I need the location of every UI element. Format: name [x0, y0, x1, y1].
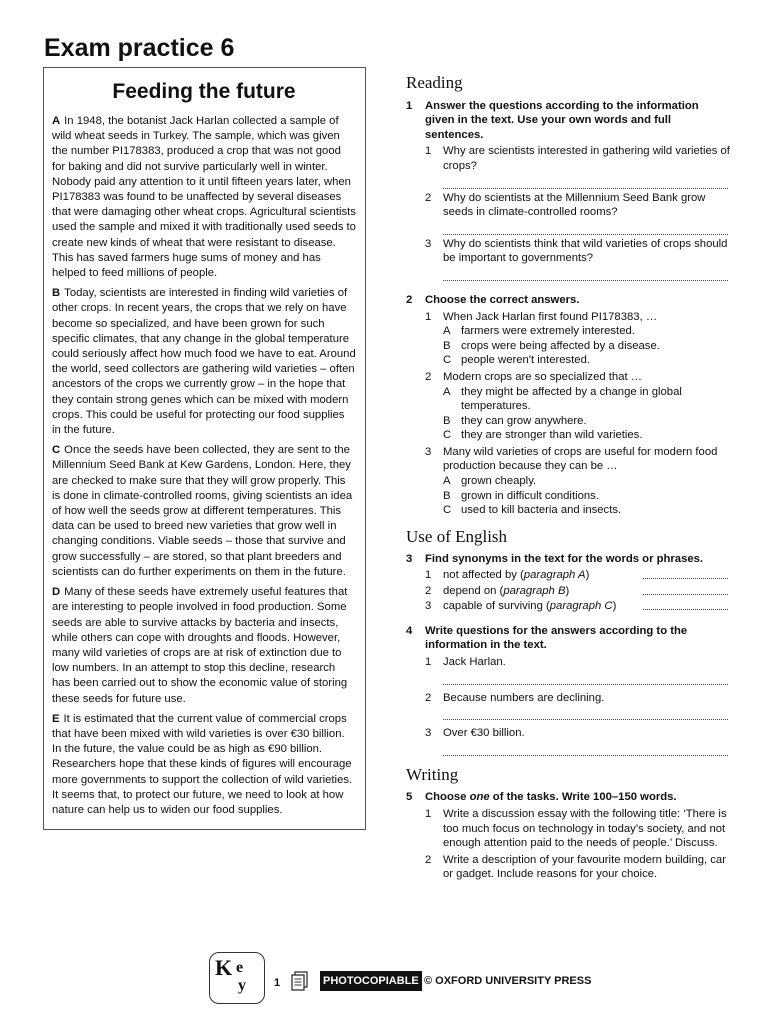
question-text: Modern crops are so specialized that …: [443, 370, 643, 383]
answer-line[interactable]: [443, 224, 728, 235]
instruction-pre: Choose: [425, 791, 470, 804]
task-instruction: Choose the correct answers.: [425, 293, 580, 306]
paragraph-letter: A: [52, 115, 61, 127]
paragraph-letter: C: [52, 444, 61, 457]
option-letter: B: [443, 489, 451, 502]
exercises-column: [406, 73, 730, 882]
option-text: people weren't interested.: [461, 354, 591, 367]
instruction-emphasis: one: [469, 791, 490, 804]
answer-line[interactable]: [443, 709, 728, 720]
photocopiable-label: PHOTOCOPIABLE: [320, 971, 422, 991]
item-close: ): [612, 600, 617, 613]
answer-line[interactable]: [443, 745, 728, 756]
paragraph-letter: D: [52, 586, 61, 599]
paragraph-text: In 1948, the botanist Jack Harlan collected a sample of wild wheat seeds in Turkey. The sample, which was given the number PI178383, produced a crop that was not good for baking and did not survive particularly well in winter. Nobody paid any attention to it until fifteen years later, when PI178383 was found to be unaffected by several diseases that were damaging other wheat crops. Agricultural scientists used the sample and mixed it with traditionally used seeds to create new kinds of wheat that were resistant to disease. This has saved farmers huge sums of money and has helped to feed millions of people.: [52, 115, 356, 280]
option-letter: B: [443, 339, 451, 352]
synonym-item: [425, 584, 730, 599]
task-4: [406, 624, 730, 756]
question-number: 1: [425, 145, 432, 158]
item-number: 1: [425, 569, 432, 582]
page-number: 1: [274, 977, 281, 989]
item-number: 1: [425, 656, 432, 668]
question-text: Why do scientists at the Millennium Seed Bank grow seeds in climate-controlled rooms?: [443, 191, 706, 219]
answer-line[interactable]: [443, 674, 728, 685]
option-b[interactable]: [443, 489, 730, 504]
option-letter: A: [443, 325, 451, 338]
item-text: Write a description of your favourite modern building, car or gadget. Include reasons for your choice.: [443, 853, 726, 881]
option-c[interactable]: [443, 353, 730, 368]
item-number: 3: [425, 600, 432, 613]
synonym-item: [425, 568, 730, 583]
paragraph-e: [52, 712, 356, 818]
item-text: depend on (: [443, 584, 504, 597]
writing-heading: Writing: [406, 764, 459, 784]
page-title: Exam practice 6: [44, 34, 235, 62]
answer-line[interactable]: [443, 270, 728, 281]
passage-title: Feeding the future: [112, 80, 296, 103]
footer: [0, 950, 768, 1010]
paragraph-b: [52, 286, 356, 438]
instruction-post: of the tasks. Write 100–150 words.: [489, 791, 677, 804]
item-number: 2: [425, 584, 432, 597]
task-instruction: Write questions for the answers according to the information in the text.: [425, 624, 688, 652]
task-instruction: Answer the questions according to the information given in the text. Use your own words and full sentences.: [425, 99, 699, 141]
option-text: they are stronger than wild varieties.: [461, 429, 643, 442]
item-text: capable of surviving (: [443, 600, 550, 613]
option-a[interactable]: [443, 474, 730, 489]
task-number: 5: [406, 791, 413, 804]
option-letter: C: [443, 504, 452, 517]
option-text: grown cheaply.: [461, 475, 537, 488]
item-text: Over €30 billion.: [443, 727, 525, 740]
paragraph-a: [52, 114, 356, 281]
option-c[interactable]: [443, 428, 730, 443]
task-number: 4: [406, 624, 413, 637]
task-1: [406, 99, 730, 281]
task-number: 3: [406, 553, 413, 566]
item-number: 3: [425, 727, 432, 740]
question-number: 2: [425, 191, 432, 204]
item-text: Jack Harlan.: [443, 656, 506, 668]
option-text: used to kill bacteria and insects.: [461, 504, 622, 517]
logo-letter: e: [236, 959, 244, 976]
item-close: ): [565, 584, 570, 597]
paragraph-text: Today, scientists are interested in finding wild varieties of other crops. In recent years, the crops that we rely on have become so specialized, and have been grown for such specific climates, that any change in the global temperature could seriously affect how much food we have to eat. Around the world, seed collectors are gathering wild varieties – often ancestors of the crops we currently grow – in the hope that they contain strong genes which can be mixed with modern crops. This could be useful for protecting our food supplies in the future.: [52, 287, 356, 437]
option-a[interactable]: [443, 324, 730, 339]
task-5: [406, 790, 730, 882]
option-letter: A: [443, 385, 451, 398]
question-text: Why are scientists interested in gathering wild varieties of crops?: [443, 145, 730, 172]
option-letter: C: [443, 354, 452, 367]
item-text: Because numbers are declining.: [443, 691, 605, 704]
option-text: they might be affected by a change in global temperatures.: [461, 385, 682, 413]
option-b[interactable]: [443, 339, 730, 354]
answer-line[interactable]: [443, 178, 728, 189]
task-number: 2: [406, 293, 413, 306]
item-number: 1: [425, 807, 432, 820]
logo-letter: K: [215, 955, 233, 980]
task-2: [406, 293, 730, 518]
paragraph-letter: E: [52, 712, 60, 725]
question-number: 3: [425, 445, 432, 458]
question-text: When Jack Harlan first found PI178383, …: [443, 310, 658, 323]
option-letter: B: [443, 414, 451, 427]
task-3: [406, 552, 730, 613]
answer-blank[interactable]: [643, 568, 728, 579]
task-number: 1: [406, 99, 413, 112]
question-number: 1: [425, 310, 432, 323]
passage-box: [43, 67, 366, 830]
question-text: Why do scientists think that wild varieties of crops should be important to governments?: [443, 237, 728, 265]
item-number: 2: [425, 853, 432, 866]
option-text: crops were being affected by a disease.: [461, 339, 660, 352]
photocopy-icon: [289, 970, 311, 992]
option-text: grown in difficult conditions.: [461, 489, 599, 502]
question-number: 3: [425, 237, 432, 250]
answer-blank[interactable]: [643, 599, 728, 610]
key-logo: [209, 952, 265, 1004]
option-text: they can grow anywhere.: [461, 414, 587, 427]
paragraph-d: [52, 585, 356, 707]
item-text: Write a discussion essay with the following title: ‘There is too much focus on technology in today’s society, and not enough attention paid to the needs of people.’ Discuss.: [443, 807, 727, 850]
option-b[interactable]: [443, 414, 730, 429]
paragraph-letter: B: [52, 287, 61, 300]
paragraph-text: It is estimated that the current value of commercial crops that have been mixed with wild varieties is over €30 billion. In the future, the value could be as high as €90 billion. Researchers hope that these kinds of figures will encourage more governments to support the collection of wild varieties. It seems that, to protect our future, we need to look at how nature can help us to widen our food supplies.: [52, 712, 353, 816]
reading-heading: Reading: [406, 73, 463, 92]
option-letter: A: [443, 475, 451, 488]
logo-letter: y: [238, 977, 246, 994]
option-c[interactable]: [443, 503, 730, 518]
option-text: farmers were extremely interested.: [461, 325, 635, 338]
question-text: Many wild varieties of crops are useful for modern food production because they can be …: [443, 445, 718, 473]
paragraph-ref: paragraph A: [523, 569, 586, 582]
task-instruction: Find synonyms in the text for the words or phrases.: [425, 553, 704, 566]
item-text: not affected by (: [443, 569, 524, 582]
item-number: 2: [425, 691, 432, 704]
question-number: 2: [425, 370, 432, 383]
option-letter: C: [443, 429, 452, 442]
paragraph-text: Many of these seeds have extremely useful features that are interesting to people involved in food production. Some seeds are able to survive attacks by bacteria and insects, while others can cope with droughts and floods. However, many wild varieties of crops are at risk of extinction due to low numbers. In an attempt to stop this decline, research has been carried out to show the economic value of storing these seeds for future use.: [52, 586, 348, 705]
item-close: ): [585, 569, 590, 582]
answer-blank[interactable]: [643, 584, 728, 595]
paragraph-ref: paragraph C: [549, 600, 613, 613]
option-a[interactable]: [443, 385, 730, 414]
use-of-english-heading: Use of English: [406, 526, 508, 546]
task-instruction: [425, 790, 677, 805]
paragraph-text: Once the seeds have been collected, they are sent to the Millennium Seed Bank at Kew Gardens, London. Here, they are checked to make sure that they will grow properly. This is done in climate-controlled rooms, giving scientists an idea of how well the seeds grow at different temperatures. This data can be used to breed new varieties that grow well in changing conditions. Viable seeds – those that survive and grow successfully – are stored, so that plant breeders and scientists can do further experiments on them in the future.: [52, 444, 353, 578]
paragraph-ref: paragraph B: [503, 584, 566, 597]
paragraph-c: [52, 443, 356, 580]
synonym-item: [425, 599, 730, 614]
publisher-label: © OXFORD UNIVERSITY PRESS: [424, 975, 592, 987]
